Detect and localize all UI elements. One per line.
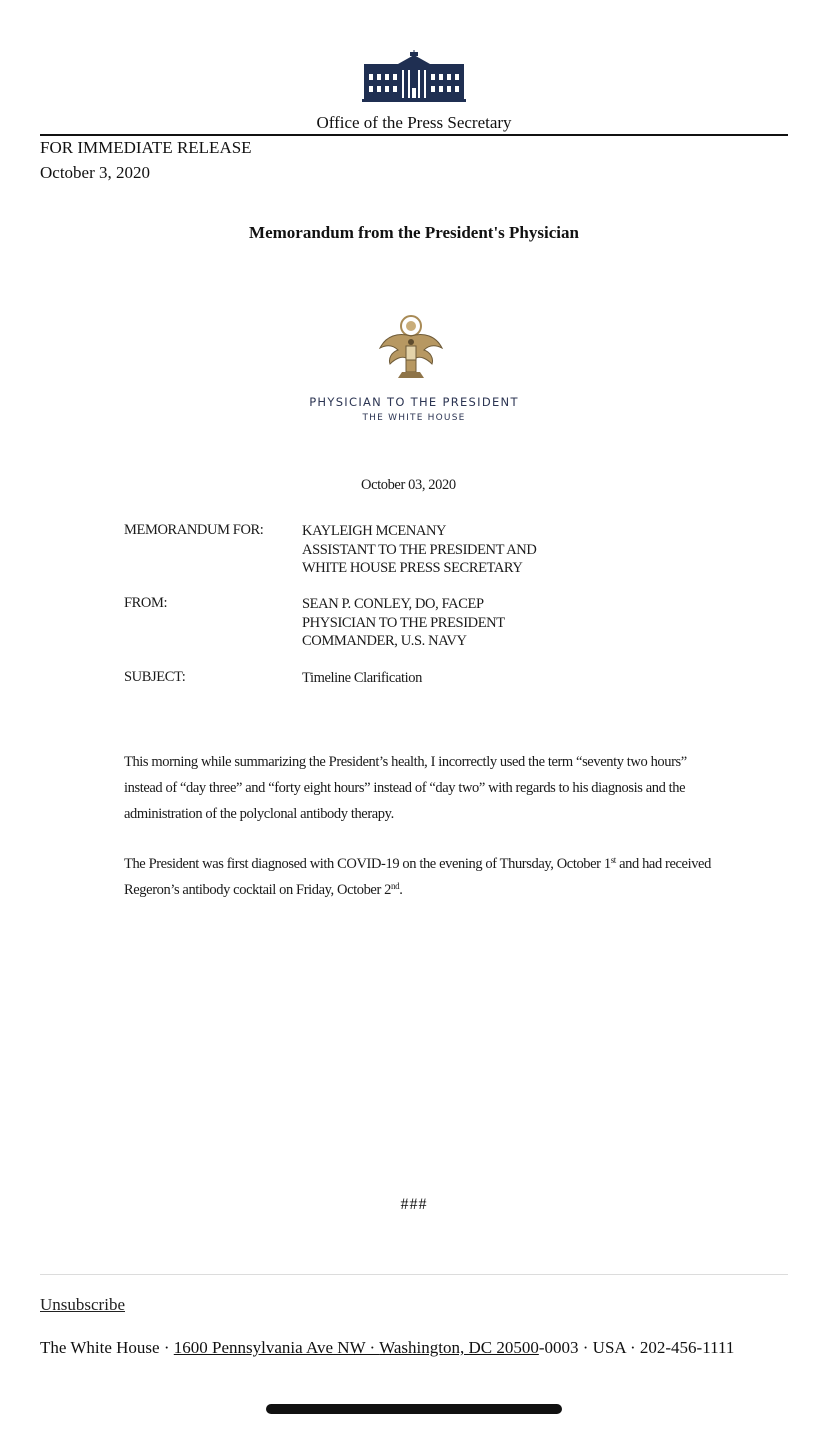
home-indicator[interactable] bbox=[266, 1404, 562, 1414]
memo-subject-label: SUBJECT: bbox=[124, 669, 186, 685]
memo-from-label: FROM: bbox=[124, 595, 168, 611]
paragraph-text: . bbox=[399, 882, 403, 898]
memo-for-label: MEMORANDUM FOR: bbox=[124, 522, 264, 538]
footer-contact: -0003 · USA · 202-456-1111 bbox=[538, 1338, 735, 1357]
end-mark: ### bbox=[400, 1196, 428, 1213]
memo-for-line: WHITE HOUSE PRESS SECRETARY bbox=[302, 560, 523, 576]
release-label: FOR IMMEDIATE RELEASE bbox=[40, 138, 252, 157]
paragraph-text: and had received Regeron’s antibody cocktail on Friday, October 2 bbox=[124, 856, 711, 898]
memo-for-value bbox=[302, 522, 536, 578]
memo-paragraph-1: This morning while summarizing the President’s health, I incorrectly used the term “seventy two hours” instead of “day three” and “forty eight hours” instead of “day two” with regards to his diagnosis and the administration of the polyclonal antibody therapy. bbox=[124, 754, 687, 822]
release-date: October 3, 2020 bbox=[40, 163, 151, 182]
footer-org: The White House · bbox=[40, 1338, 174, 1357]
memo-paragraph-2 bbox=[124, 851, 714, 903]
address-city-link[interactable]: Washington, DC 20500 bbox=[379, 1338, 539, 1357]
memo-date: October 03, 2020 bbox=[361, 477, 456, 493]
memo-subject-value: Timeline Clarification bbox=[302, 670, 422, 686]
memo-from-value bbox=[302, 595, 505, 651]
header-divider bbox=[40, 134, 788, 136]
memo-from-line: PHYSICIAN TO THE PRESIDENT bbox=[302, 614, 505, 631]
ordinal-suffix: st bbox=[610, 855, 616, 865]
memo-from-line: SEAN P. CONLEY, DO, FACEP bbox=[302, 596, 484, 612]
unsubscribe-link[interactable]: Unsubscribe bbox=[40, 1295, 125, 1314]
letterhead-title: PHYSICIAN TO THE PRESIDENT bbox=[309, 395, 519, 409]
memo-for-line: ASSISTANT TO THE PRESIDENT AND bbox=[302, 541, 537, 558]
office-heading: Office of the Press Secretary bbox=[316, 113, 512, 132]
paragraph-text: The President was first diagnosed with COVID-19 on the evening of Thursday, October 1 bbox=[124, 856, 611, 872]
letterhead-subtitle: THE WHITE HOUSE bbox=[362, 413, 466, 423]
page-title: Memorandum from the President's Physician bbox=[249, 223, 579, 242]
address-street-link[interactable]: 1600 Pennsylvania Ave NW · bbox=[173, 1338, 380, 1357]
footer-address bbox=[40, 1335, 790, 1360]
white-house-logo-icon bbox=[362, 50, 466, 102]
footer-divider bbox=[40, 1274, 788, 1275]
ordinal-suffix: nd bbox=[390, 881, 400, 891]
eagle-seal-icon bbox=[378, 314, 444, 382]
memo-for-line: KAYLEIGH MCENANY bbox=[302, 523, 447, 539]
memo-from-line: COMMANDER, U.S. NAVY bbox=[302, 633, 467, 649]
